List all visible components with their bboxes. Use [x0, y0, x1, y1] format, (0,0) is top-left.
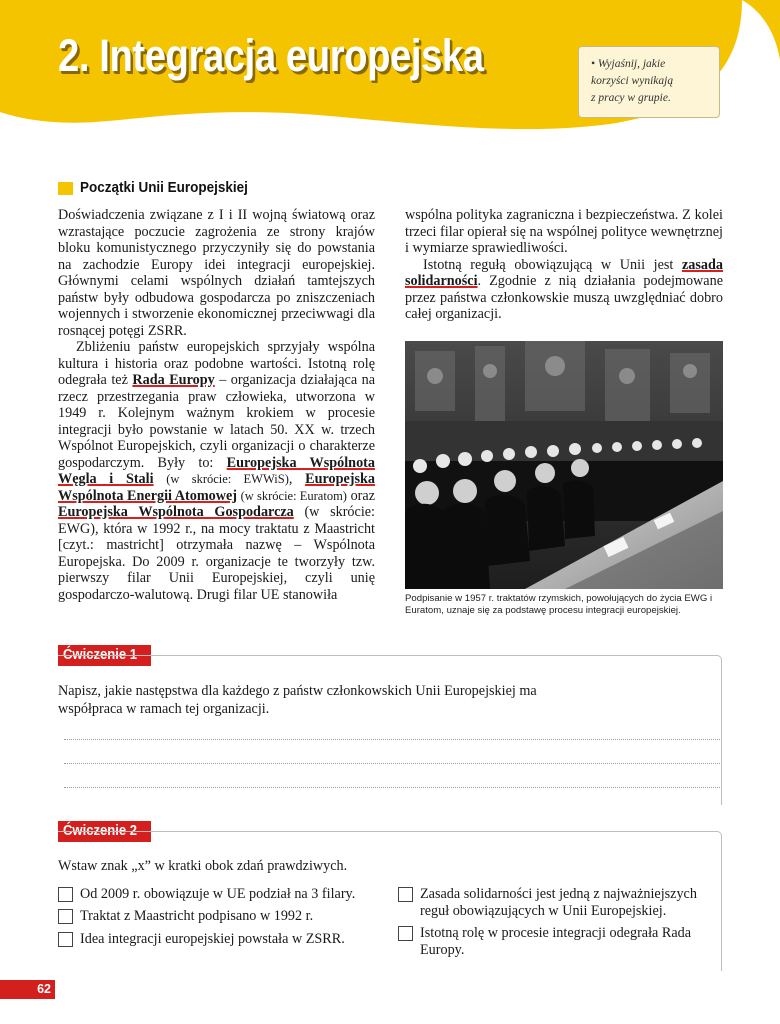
section-title: Początki Unii Europejskiej — [80, 180, 248, 196]
text: . Zgodnie z nią działania podejmowane przez państwa członkowskie muszą uwzględniać dobro całej organizacji. — [405, 273, 723, 322]
statement-item — [398, 886, 720, 920]
paragraph: wspólna polityka zagraniczna i bezpieczeństwa. Z kolei trzeci filar opierał się na wspólnej polityce wewnętrznej i wymiarze sprawiedliwości. — [405, 207, 723, 256]
prompt-line: Napisz, jakie następstwa dla każdego z państw członkowskich Unii Europejskiej ma — [58, 683, 537, 699]
checkbox[interactable] — [398, 926, 413, 941]
checkbox[interactable] — [58, 909, 73, 924]
statement-item — [58, 908, 388, 925]
key-term: Europejska Wspólnota Energii Atomowej — [58, 471, 376, 504]
checkbox[interactable] — [58, 887, 73, 902]
key-term: Europejska Wspólnota Gospodarcza — [58, 504, 294, 520]
key-term: Europejska Wspólnota Węgla i Stali — [58, 454, 375, 487]
tip-line: • Wyjaśnij, jakie — [591, 58, 666, 70]
statement-item — [398, 925, 720, 959]
page-title: 2. Integracja europejska — [58, 30, 484, 81]
section-square-icon — [58, 182, 73, 195]
checkbox[interactable] — [58, 932, 73, 947]
tip-line: korzyści wynikają — [591, 75, 674, 87]
right-column — [405, 207, 723, 323]
prompt-line: współpraca w ramach tej organizacji. — [58, 701, 270, 717]
answer-line[interactable] — [64, 763, 720, 764]
statement-text: Od 2009 r. obowiązuje w UE podział na 3 filary. — [80, 886, 356, 902]
checkbox[interactable] — [398, 887, 413, 902]
paragraph — [58, 339, 375, 603]
tip-box — [578, 46, 720, 118]
photo-caption: Podpisanie w 1957 r. traktatów rzymskich, powołujących do życia EWG i Euratom, uznaje się za podstawę procesu integracji europejskiej. — [405, 593, 713, 616]
key-term: Rada Europy — [132, 372, 215, 388]
answer-line[interactable] — [64, 787, 720, 788]
section-heading — [58, 180, 261, 196]
statement-text: Istotną rolę w procesie integracji odegrała Rada Europy. — [420, 925, 692, 958]
statement-text: Zasada solidarności jest jedną z najważniejszych reguł obowiązujących w Unii Europejskiej. — [420, 886, 697, 919]
statement-item — [58, 931, 388, 948]
left-column — [58, 207, 375, 603]
tip-line: z pracy w grupie. — [591, 92, 671, 104]
exercise-1-frame — [58, 655, 722, 805]
text: (w skrócie: EWG), która w 1992 r., na mocy traktatu z Maastricht [czyt.: mastricht] otrzymała nazwę – Wspólnota Europejska. Do 2009 r. organizacje te tworzyły tzw. pierwszy filar Unii Europejskiej, czyli unię gospodarczo-walutową. Drugi filar UE stanowiła — [58, 504, 375, 603]
text: Zbliżeniu państw europejskich sprzyjały wspólna kultura i historia oraz podobne wartości. Istotną rolę odegrała też — [58, 339, 375, 388]
exercise-2-label: Ćwiczenie 2 — [58, 821, 151, 842]
text: , — [288, 471, 306, 487]
paragraph: Doświadczenia związane z I i II wojną światową oraz wzrastające poczucie zagrożenia ze strony krajów bloku komunistycznego przyczyniły się do powstania na zachodzie Europy idei integracji europejskiej. Głównymi celami wspólnych działań tamtejszych państw były odbudowa gospodarcza po zniszczeniach wojennych i stworzenie ekonomicznej przeciwwagi dla rosnącej potęgi ZSRR. — [58, 207, 375, 339]
text: oraz — [346, 487, 375, 504]
key-term: zasada solidarności — [405, 256, 723, 289]
exercise-1-label: Ćwiczenie 1 — [58, 645, 151, 666]
text: Istotną regułą obowiązującą w Unii jest — [423, 256, 682, 273]
statement-text: Traktat z Maastricht podpisano w 1992 r. — [80, 908, 314, 924]
page-number: 62 — [0, 980, 55, 999]
exercise-1-prompt — [58, 682, 698, 718]
text: (w skrócie: EWWiS) — [166, 472, 289, 486]
text: (w skrócie: Euratom) — [240, 488, 347, 503]
statement-item — [58, 886, 388, 903]
exercise-2-prompt: Wstaw znak „x” w kratki obok zdań prawdziwych. — [58, 858, 348, 874]
text: – organizacja działająca na rzecz przestrzegania praw człowieka, utworzona w 1949 r. Kolejnym ważnym krokiem w procesie integracji było powstanie w latach 50. XX w. trzech Wspólnot Europejskich, czyli organizacji o charakterze gospodarczym. Były to: — [58, 372, 376, 471]
treaty-signing-photo — [405, 341, 723, 589]
paragraph — [405, 257, 723, 323]
statement-text: Idea integracji europejskiej powstała w ZSRR. — [80, 931, 345, 947]
answer-line[interactable] — [64, 739, 720, 740]
